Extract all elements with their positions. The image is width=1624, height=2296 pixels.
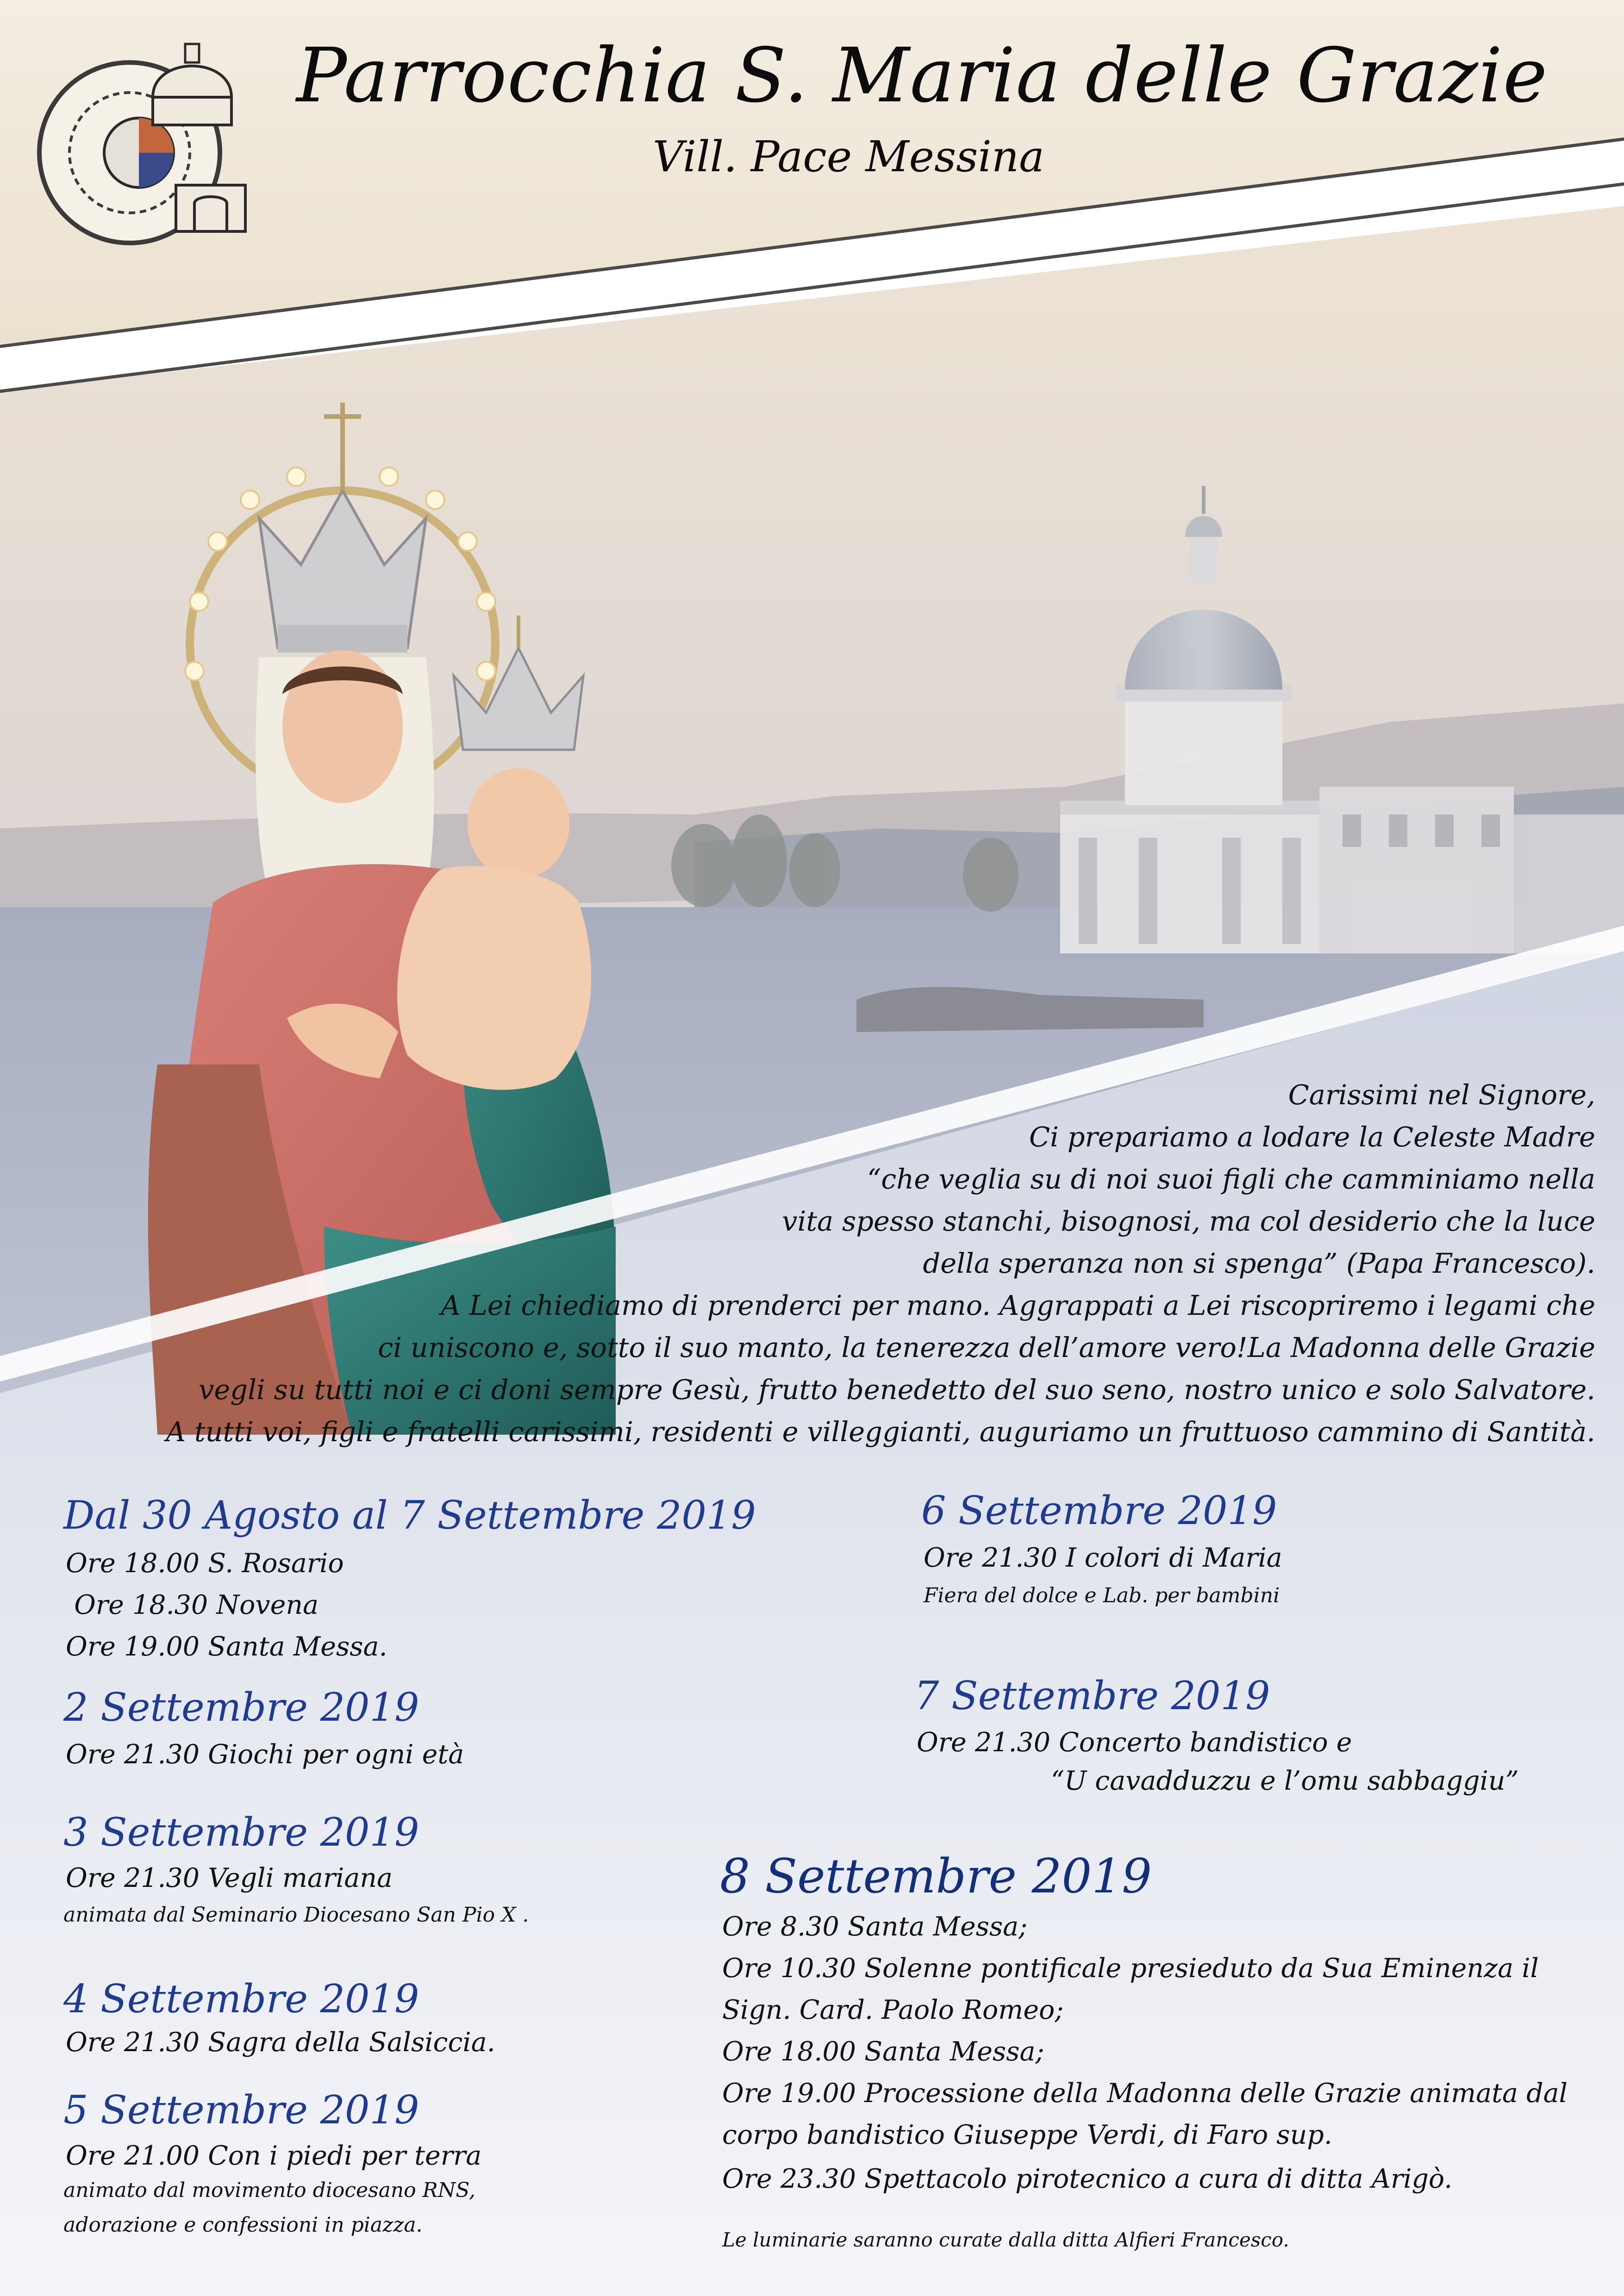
schedule-date-2-sept: 2 Settembre 2019 — [63, 1685, 419, 1730]
schedule-item: Ore 21.30 Giochi per ogni età — [66, 1739, 464, 1770]
letter-line: della speranza non si spenga” (Papa Francesco). — [923, 1247, 1595, 1279]
letter-line: “che veglia su di noi suoi figli che camminiamo nella — [867, 1163, 1595, 1195]
schedule-date-7-sept: 7 Settembre 2019 — [914, 1673, 1270, 1718]
schedule-date-novena: Dal 30 Agosto al 7 Settembre 2019 — [63, 1493, 756, 1538]
schedule-date-4-sept: 4 Settembre 2019 — [63, 1976, 419, 2022]
letter-line: vegli su tutti noi e ci doni sempre Gesù, frutto benedetto del suo seno, nostro unico e solo Salvatore. — [199, 1374, 1595, 1406]
schedule-item: Ore 21.30 Concerto bandistico e — [917, 1727, 1352, 1758]
schedule-note: animato dal movimento diocesano RNS, — [63, 2178, 475, 2202]
schedule-date-6-sept: 6 Settembre 2019 — [921, 1488, 1277, 1533]
schedule-date-8-sept: 8 Settembre 2019 — [720, 1849, 1152, 1904]
page-title: Parrocchia S. Maria delle Grazie — [296, 32, 1548, 119]
schedule-note: adorazione e confessioni in piazza. — [63, 2213, 423, 2237]
schedule-note: Fiera del dolce e Lab. per bambini — [924, 1584, 1280, 1607]
letter-line: vita spesso stanchi, bisognosi, ma col desiderio che la luce — [782, 1205, 1595, 1237]
letter-line: ci uniscono e, sotto il suo manto, la tenerezza dell’amore vero!La Madonna delle Grazie — [378, 1332, 1595, 1363]
schedule-item: Ore 19.00 Santa Messa. — [66, 1631, 387, 1662]
schedule-item: Ore 21.30 I colori di Maria — [924, 1543, 1282, 1573]
schedule-date-3-sept: 3 Settembre 2019 — [63, 1810, 419, 1855]
schedule-item: Ore 18.30 Novena — [66, 1590, 319, 1620]
footer-note: Le luminarie saranno curate dalla ditta Alfieri Francesco. — [722, 2228, 1289, 2251]
letter-line: A Lei chiediamo di prenderci per mano. Aggrappati a Lei riscopriremo i legami che — [441, 1289, 1595, 1321]
schedule-item: Sign. Card. Paolo Romeo; — [722, 1995, 1064, 2025]
schedule-item: Ore 18.00 S. Rosario — [66, 1548, 344, 1579]
page-subtitle: Vill. Pace Messina — [653, 132, 1045, 181]
letter-line: Carissimi nel Signore, — [1288, 1079, 1595, 1111]
letter-line: Ci prepariamo a lodare la Celeste Madre — [1029, 1121, 1595, 1153]
schedule-item: Ore 21.30 Sagra della Salsiccia. — [66, 2027, 495, 2058]
schedule-item: Ore 8.30 Santa Messa; — [722, 1911, 1028, 1942]
schedule-item: Ore 21.00 Con i piedi per terra — [66, 2140, 482, 2171]
schedule-item: Ore 21.30 Vegli mariana — [66, 1863, 393, 1893]
schedule-note: animata dal Seminario Diocesano San Pio X . — [63, 1903, 529, 1927]
schedule-item: Ore 18.00 Santa Messa; — [722, 2036, 1044, 2067]
schedule-item: Ore 10.30 Solenne pontificale presieduto da Sua Eminenza il — [722, 1953, 1539, 1984]
schedule-item: Ore 19.00 Processione della Madonna delle Grazie animata dal — [722, 2078, 1568, 2109]
schedule-item: Ore 23.30 Spettacolo pirotecnico a cura di ditta Arigò. — [722, 2164, 1453, 2194]
schedule-item: corpo bandistico Giuseppe Verdi, di Faro sup. — [722, 2120, 1332, 2150]
letter-line: A tutti voi, figli e fratelli carissimi, residenti e villeggianti, auguriamo un fruttuoso cammino di Santità. — [166, 1416, 1595, 1448]
pastoral-letter — [44, 1074, 1595, 1453]
schedule-item: “U cavadduzzu e l’omu sabbaggiu” — [1051, 1766, 1519, 1796]
schedule-date-5-sept: 5 Settembre 2019 — [63, 2087, 419, 2133]
